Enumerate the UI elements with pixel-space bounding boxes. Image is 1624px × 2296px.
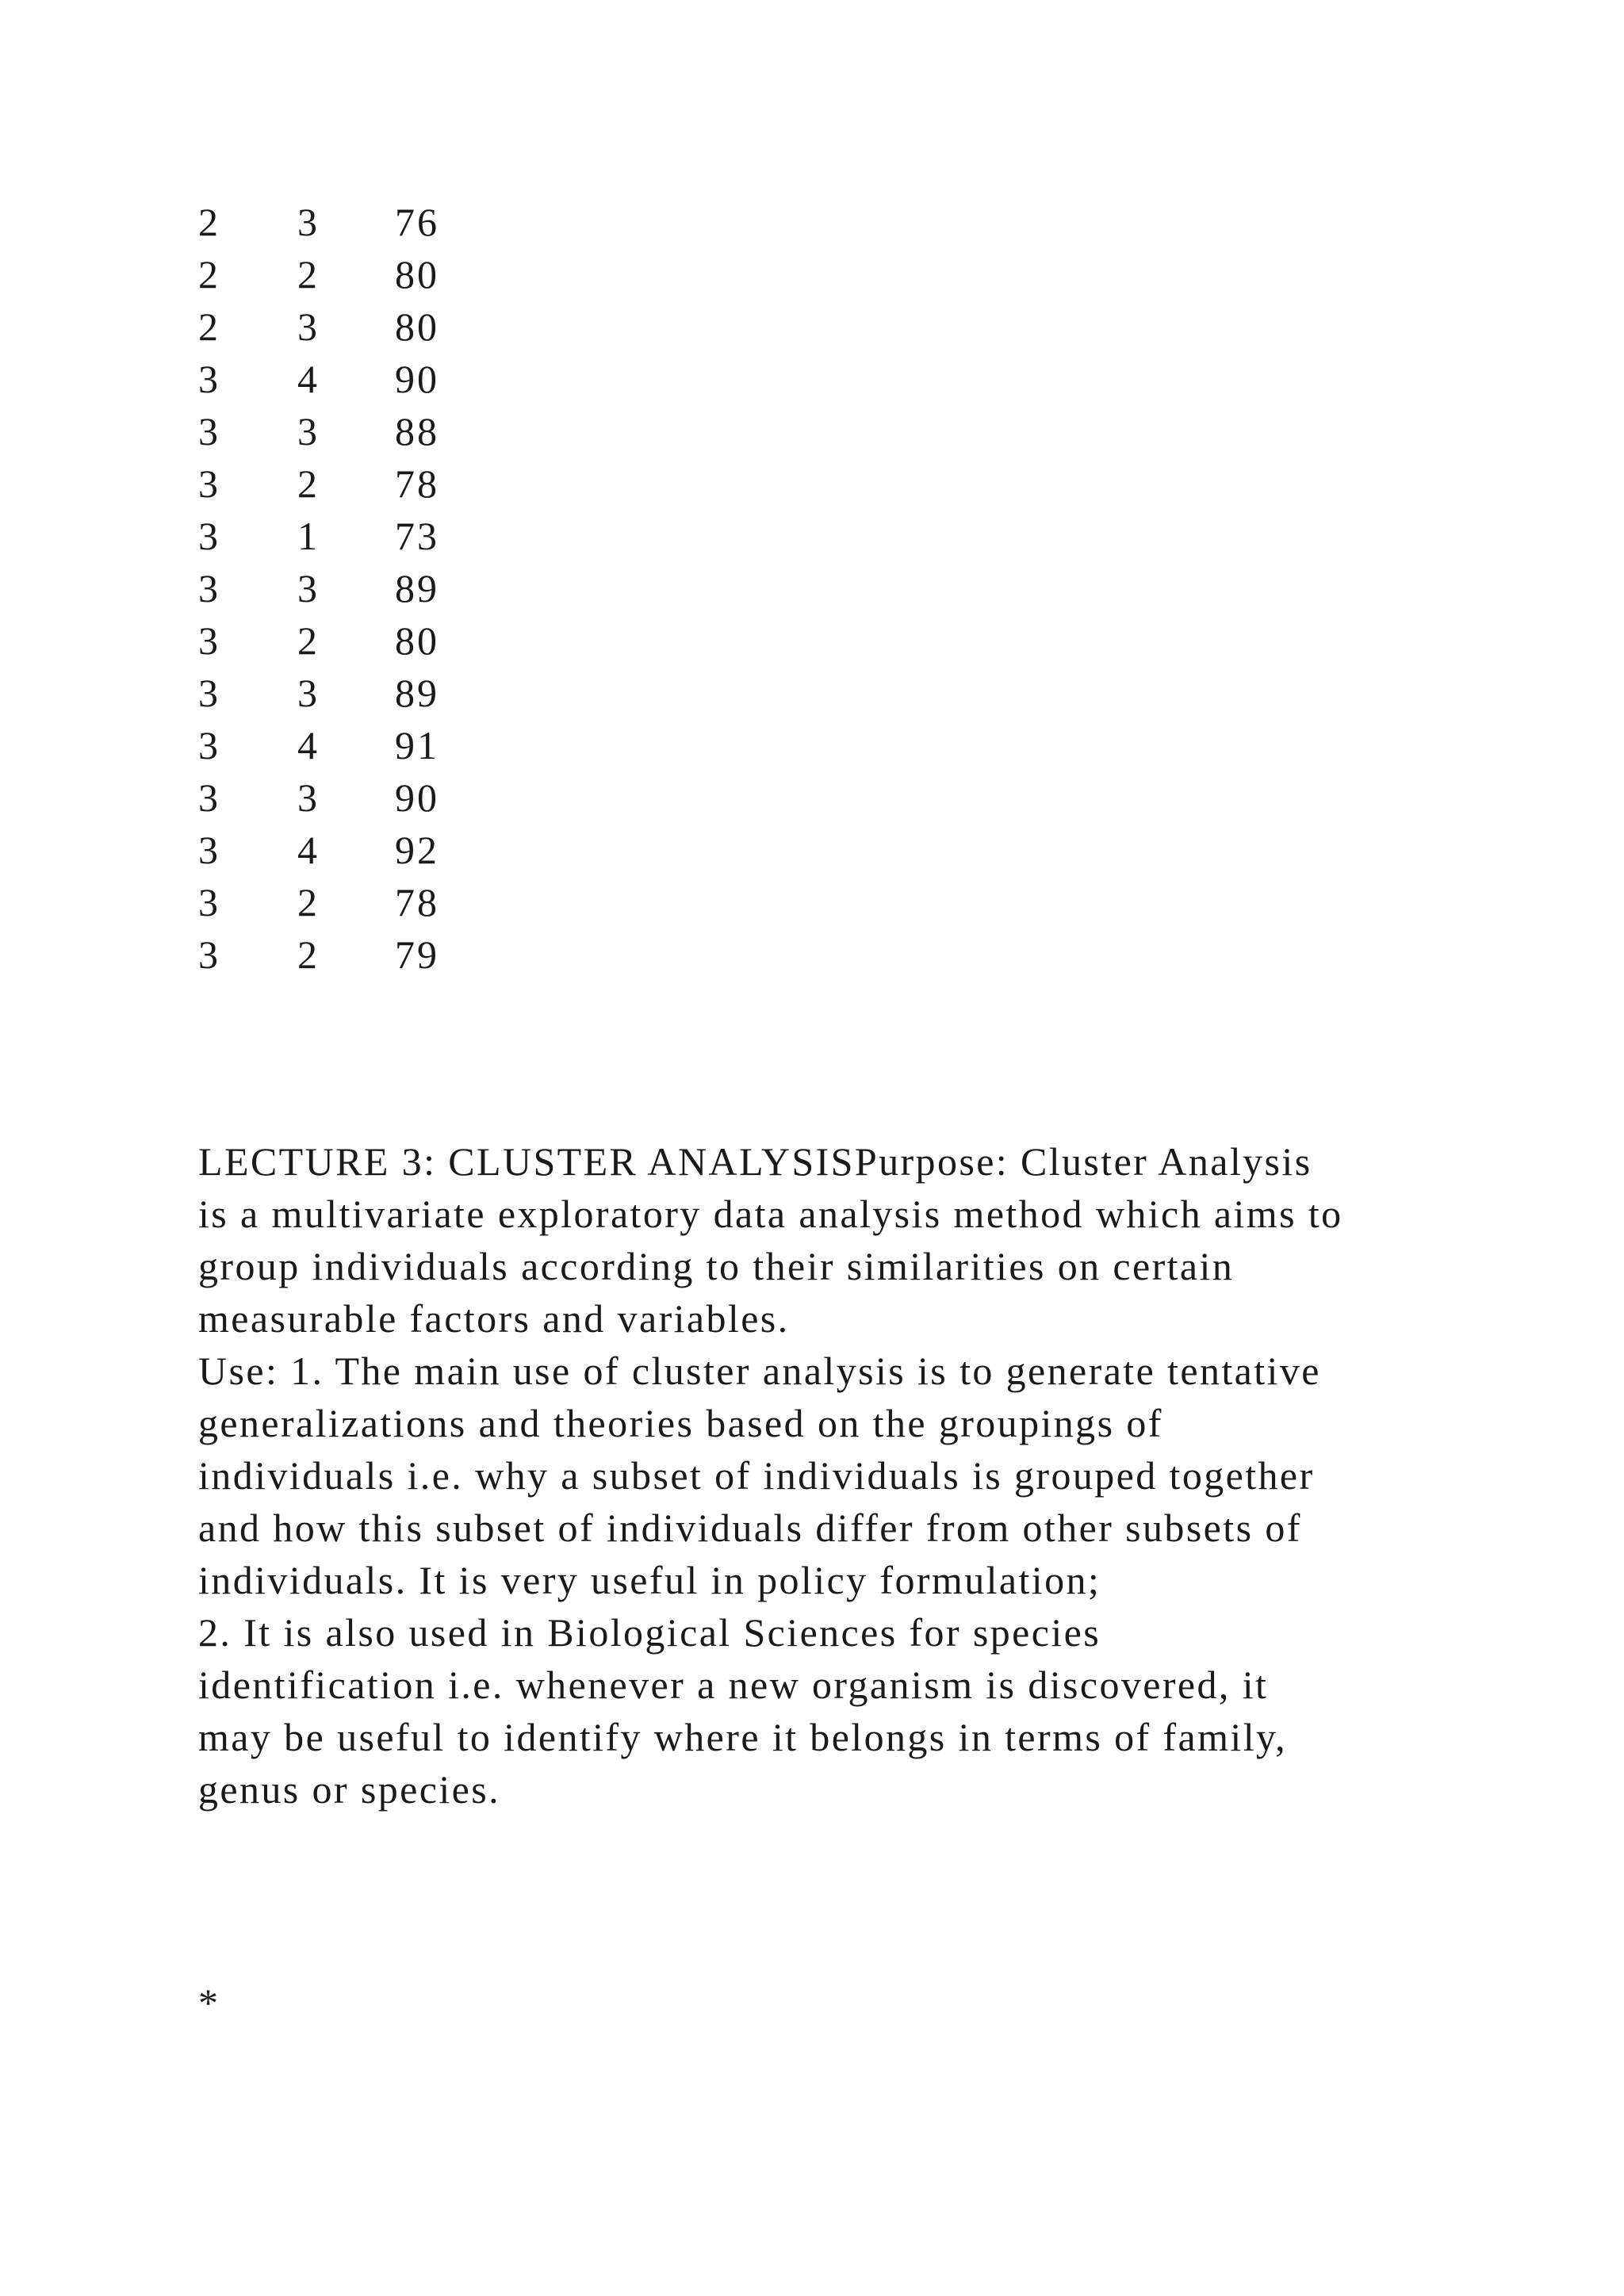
table-row	[198, 510, 490, 562]
table-cell: 91	[395, 723, 439, 767]
table-cell: 4	[297, 723, 320, 767]
table-cell: 3	[198, 357, 220, 401]
table-cell: 3	[297, 409, 320, 453]
table-cell: 3	[198, 461, 220, 506]
table-cell: 3	[198, 514, 220, 558]
table-cell: 3	[297, 775, 320, 820]
table-cell: 3	[198, 880, 220, 924]
lecture-line: may be useful to identify where it belongs in terms of family,	[198, 1715, 1288, 1759]
table-row	[198, 667, 490, 719]
lecture-line: measurable factors and variables.	[198, 1296, 790, 1341]
table-cell: 73	[395, 514, 439, 558]
table-cell: 2	[297, 252, 320, 297]
table-cell: 3	[198, 723, 220, 767]
table-cell: 3	[198, 932, 220, 977]
table-cell: 80	[395, 304, 439, 349]
table-cell: 76	[395, 200, 439, 244]
table-cell: 4	[297, 357, 320, 401]
table-row	[198, 771, 490, 824]
table-cell: 3	[198, 566, 220, 610]
table-row	[198, 719, 490, 771]
table-cell: 80	[395, 618, 439, 663]
table-cell: 2	[297, 618, 320, 663]
table-row	[198, 248, 490, 300]
lecture-line: genus or species.	[198, 1767, 500, 1812]
lecture-line: LECTURE 3: CLUSTER ANALYSISPurpose: Cluster Analysis	[198, 1139, 1312, 1184]
table-cell: 3	[198, 828, 220, 872]
table-cell: 2	[198, 252, 220, 297]
table-row	[198, 824, 490, 876]
table-row	[198, 876, 490, 928]
table-row	[198, 457, 490, 510]
lecture-line: individuals i.e. why a subset of individuals is grouped together	[198, 1453, 1315, 1498]
lecture-line: group individuals according to their similarities on certain	[198, 1244, 1235, 1288]
table-cell: 3	[297, 566, 320, 610]
table-cell: 88	[395, 409, 439, 453]
data-table-body	[198, 196, 490, 981]
table-cell: 3	[198, 618, 220, 663]
table-row	[198, 562, 490, 614]
table-row	[198, 300, 490, 353]
table-row	[198, 196, 490, 248]
lecture-line: identification i.e. whenever a new organism is discovered, it	[198, 1663, 1269, 1707]
table-cell: 90	[395, 357, 439, 401]
table-cell: 3	[198, 671, 220, 715]
table-cell: 4	[297, 828, 320, 872]
table-cell: 1	[297, 514, 320, 558]
table-cell: 3	[297, 304, 320, 349]
table-row	[198, 614, 490, 667]
table-cell: 89	[395, 671, 439, 715]
lecture-text	[198, 1135, 1467, 1816]
lecture-line: is a multivariate exploratory data analysis method which aims to	[198, 1192, 1343, 1236]
table-cell: 2	[297, 932, 320, 977]
table-row	[198, 405, 490, 457]
table-row	[198, 353, 490, 405]
table-cell: 90	[395, 775, 439, 820]
lecture-line: individuals. It is very useful in policy formulation;	[198, 1558, 1101, 1602]
table-cell: 3	[198, 409, 220, 453]
table-cell: 2	[198, 200, 220, 244]
table-cell: 78	[395, 880, 439, 924]
table-cell: 80	[395, 252, 439, 297]
lecture-line: 2. It is also used in Biological Sciences for species	[198, 1610, 1101, 1655]
lecture-line: generalizations and theories based on the groupings of	[198, 1401, 1163, 1445]
table-cell: 3	[297, 671, 320, 715]
table-cell: 2	[198, 304, 220, 349]
table-cell: 89	[395, 566, 439, 610]
lecture-line: and how this subset of individuals differ from other subsets of	[198, 1506, 1302, 1550]
table-cell: 3	[297, 200, 320, 244]
table-cell: 2	[297, 461, 320, 506]
footer-asterisk: *	[198, 1980, 218, 2025]
table-cell: 3	[198, 775, 220, 820]
data-table	[198, 196, 490, 981]
table-cell: 2	[297, 880, 320, 924]
lecture-line: Use: 1. The main use of cluster analysis is to generate tentative	[198, 1349, 1321, 1393]
table-cell: 78	[395, 461, 439, 506]
table-cell: 92	[395, 828, 439, 872]
table-cell: 79	[395, 932, 439, 977]
table-row	[198, 928, 490, 981]
